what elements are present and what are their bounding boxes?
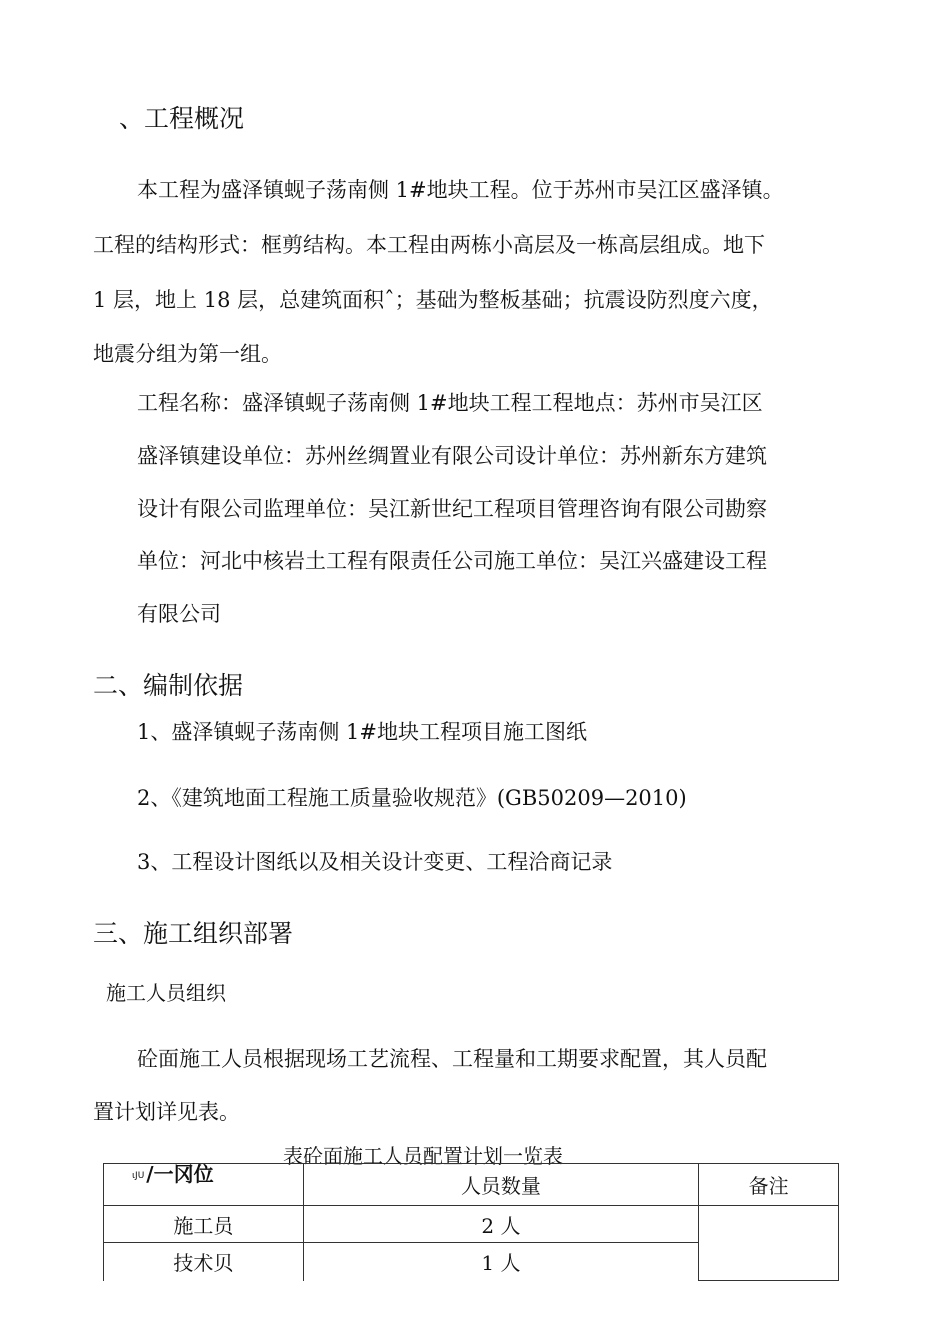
staff-paragraph-line-2: 置计划详见表。: [93, 1100, 240, 1124]
overview-line-1: 本工程为盛泽镇蚬子荡南侧 1#地块工程。位于苏州市吴江区盛泽镇。: [137, 178, 784, 202]
cell-position: 施工员: [104, 1206, 304, 1243]
section-heading-overview: 、工程概况: [119, 104, 245, 133]
corner-header: [132, 1158, 214, 1187]
staff-table: [103, 1163, 839, 1281]
project-info-line-3: 设计有限公司监理单位：吴江新世纪工程项目管理咨询有限公司勘察: [137, 497, 767, 521]
project-info-line-5: 有限公司: [137, 602, 221, 626]
header-cell-position: [104, 1164, 304, 1206]
project-info-line-2: 盛泽镇建设单位：苏州丝绸置业有限公司设计单位：苏州新东方建筑: [137, 444, 767, 468]
basis-item-1: 1、盛泽镇蚬子荡南侧 1#地块工程项目施工图纸: [137, 720, 587, 744]
table-row: [104, 1206, 839, 1243]
header-cell-count: 人员数量: [303, 1164, 698, 1206]
overview-line-4: 地震分组为第一组。: [93, 342, 282, 366]
staff-paragraph-line-1: 砼面施工人员根据现场工艺流程、工程量和工期要求配置，其人员配: [137, 1047, 767, 1071]
overview-line-3: 1 层，地上 18 层，总建筑面积ˆ；基础为整板基础；抗震设防烈度六度，: [93, 288, 773, 312]
cell-count: 2 人: [303, 1206, 698, 1243]
cell-note: [699, 1206, 839, 1281]
basis-item-2: 2、《建筑地面工程施工质量验收规范》(GB50209—2010): [137, 786, 687, 810]
table-header-row: [104, 1164, 839, 1206]
corner-label: /一冈位: [146, 1162, 214, 1186]
cell-count: 1 人: [303, 1243, 698, 1281]
overview-line-2: 工程的结构形式：框剪结构。本工程由两栋小高层及一栋高层组成。地下: [93, 233, 765, 257]
cell-position: 技术贝: [104, 1243, 304, 1281]
subheading-staff: 施工人员组织: [106, 981, 226, 1005]
corner-small-text: ιJU: [132, 1170, 145, 1181]
section-heading-basis: 二、编制依据: [93, 671, 244, 700]
project-info-line-4: 单位：河北中核岩土工程有限责任公司施工单位：吴江兴盛建设工程: [137, 549, 767, 573]
table-caption: 表砼面施工人员配置计划一览表: [283, 1144, 563, 1168]
project-info-line-1: 工程名称：盛泽镇蚬子荡南侧 1#地块工程工程地点：苏州市吴江区: [137, 391, 763, 415]
basis-item-3: 3、工程设计图纸以及相关设计变更、工程洽商记录: [137, 850, 613, 874]
section-heading-organization: 三、施工组织部署: [93, 919, 294, 948]
header-cell-note: 备注: [699, 1164, 839, 1206]
